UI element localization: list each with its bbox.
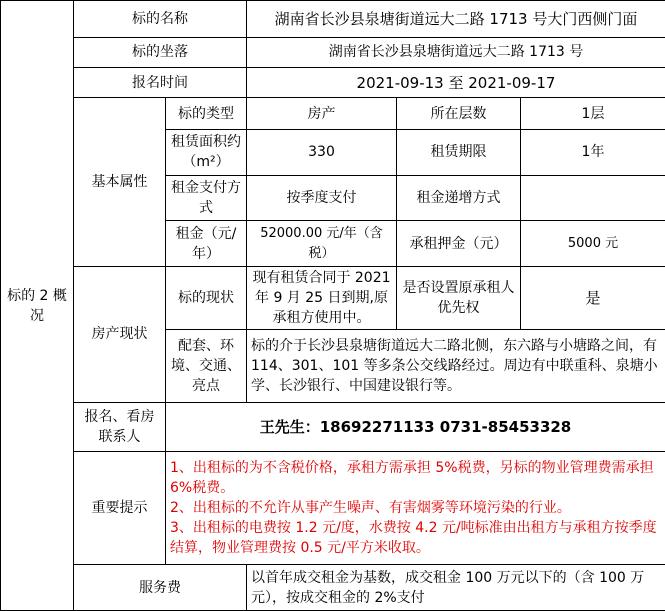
notice-line-1: 1、出租标的为不含税价格，承租方需承担 5%税费，另标的物业管理费需承担 6%税费。 [170,459,654,496]
contact-value: 王先生：18692271133 0731-85453328 [166,402,665,451]
current-status-value: 现有租赁合同于 2021 年 9 月 25 日到期,原承租方使用中。 [247,266,397,329]
location-value: 湖南省长沙县泉塘街道远大二路 1713 号 [247,37,665,67]
deposit-value: 5000 元 [521,221,665,267]
location-label: 标的坐落 [74,37,247,67]
payment-label: 租金支付方式 [166,175,247,221]
signup-time-label: 报名时间 [74,67,247,97]
increment-value [521,175,665,221]
service-fee-value: 以首年成交租金为基数，成交租金 100 万元以下的（含 100 万元），按成交租金的 2%支付 [247,565,665,611]
term-label: 租赁期限 [397,129,521,175]
notice-line-3: 3、出租标的电费按 1.2 元/度，水费按 4.2 元/吨标准由出租方与承租方按季度结算，物业管理费按 0.5 元/平方米收取。 [170,519,657,556]
payment-value: 按季度支付 [247,175,397,221]
priority-value: 是 [521,266,665,329]
name-value: 湖南省长沙县泉塘街道远大二路 1713 号大门西侧门面 [247,1,665,38]
facilities-label: 配套、环境、交通、亮点 [166,329,247,402]
area-label: 租赁面积约（m²） [166,129,247,175]
name-label: 标的名称 [74,1,247,38]
type-value: 房产 [247,98,397,129]
current-status-label: 标的现状 [166,266,247,329]
floor-label: 所在层数 [397,98,521,129]
deposit-label: 承租押金（元） [397,221,521,267]
term-value: 1年 [521,129,665,175]
priority-label: 是否设置原承租人优先权 [397,266,521,329]
increment-label: 租金递增方式 [397,175,521,221]
floor-value: 1层 [521,98,665,129]
section-label: 标的 2 概况 [1,1,74,611]
notice-label: 重要提示 [74,451,166,565]
service-fee-label: 服务费 [74,565,247,611]
notice-line-2: 2、出租标的不允许从事产生噪声、有害烟雾等环境污染的行业。 [170,499,571,516]
status-group-label: 房产现状 [74,266,166,402]
type-label: 标的类型 [166,98,247,129]
basic-group-label: 基本属性 [74,98,166,266]
rent-label: 租金（元/年） [166,221,247,267]
contact-label: 报名、看房联系人 [74,402,166,451]
facilities-value: 标的介于长沙县泉塘街道远大二路北侧，东六路与小塘路之间，有 114、301、101 等多条公交线路经过。周边有中联重科、泉塘小学、长沙银行、中国建设银行等。 [247,329,665,402]
area-value: 330 [247,129,397,175]
rent-value: 52000.00 元/年（含税） [247,221,397,267]
notice-content [166,451,665,565]
signup-time-value: 2021-09-13 至 2021-09-17 [247,67,665,97]
